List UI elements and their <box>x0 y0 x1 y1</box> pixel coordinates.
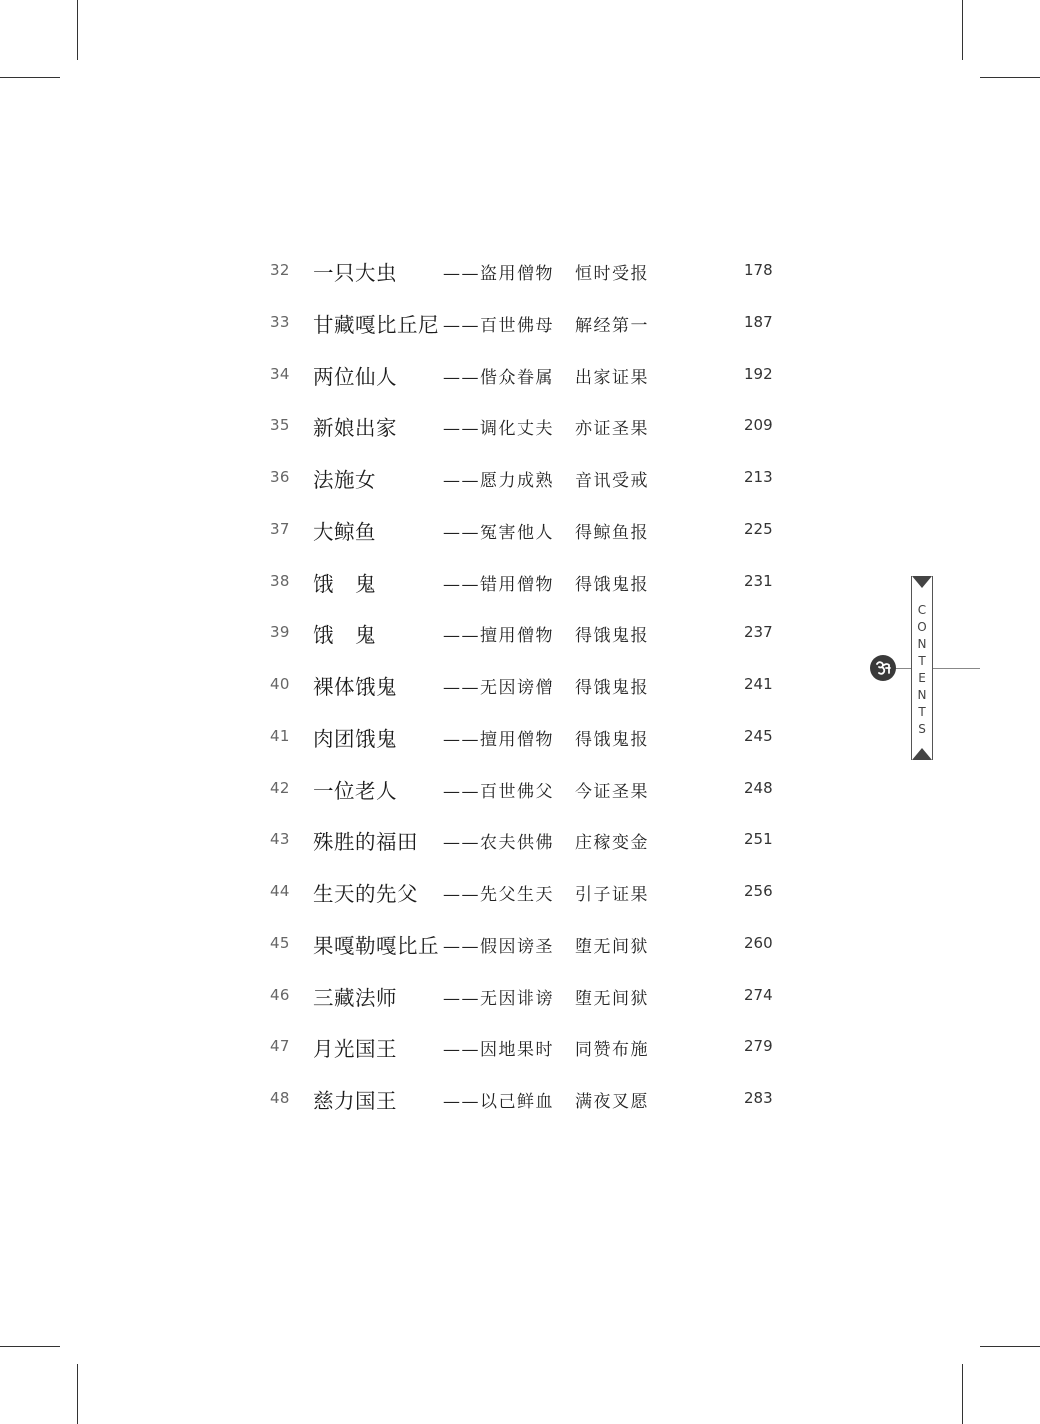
toc-entry-page: 241 <box>744 675 773 693</box>
toc-entry[interactable] <box>0 1021 1040 1073</box>
toc-entry-number: 43 <box>270 830 290 849</box>
toc-entry-subtitle: ——愿力成熟 <box>443 471 554 491</box>
toc-entry-title: 甘藏嘎比丘尼 <box>313 312 439 337</box>
toc-entry-subtitle: ——冤害他人 <box>443 522 554 543</box>
toc-entry-subtitle-2: 得饿鬼报 <box>575 729 649 750</box>
toc-entry[interactable] <box>0 763 1040 815</box>
toc-entry-subtitle-2: 满夜叉愿 <box>575 1092 649 1112</box>
toc-entry-page: 274 <box>744 985 773 1004</box>
toc-entry-page: 187 <box>744 312 773 331</box>
toc-entry-title: 饿 鬼 <box>313 623 376 648</box>
toc-entry-page: 213 <box>744 468 773 486</box>
toc-entry-number: 42 <box>270 778 290 797</box>
crop-mark-top-right-horizontal <box>980 77 1040 78</box>
toc-entry-subtitle: ——无因谤僧 <box>443 678 554 698</box>
toc-entry[interactable] <box>0 970 1040 1022</box>
toc-entry-subtitle: ——偕众眷属 <box>443 367 554 388</box>
toc-entry-subtitle-2: 庄稼变金 <box>575 833 649 854</box>
toc-entry-number: 44 <box>270 882 290 900</box>
toc-entry-page: 251 <box>744 830 773 849</box>
toc-entry-subtitle-2: 亦证圣果 <box>575 419 649 440</box>
toc-entry[interactable] <box>0 711 1040 763</box>
contents-label: C O N T E N T S <box>917 603 927 736</box>
toc-entry-title: 饿 鬼 <box>313 571 376 596</box>
toc-entry[interactable] <box>0 556 1040 608</box>
toc-entry[interactable] <box>0 918 1040 970</box>
toc-entry-subtitle-2: 得饿鬼报 <box>575 678 649 698</box>
toc-entry-page: 256 <box>744 882 773 900</box>
toc-entry-number: 36 <box>270 468 290 486</box>
toc-entry-page: 245 <box>744 726 773 745</box>
toc-entry-subtitle-2: 恒时受报 <box>575 264 649 284</box>
toc-entry-number: 38 <box>270 571 290 590</box>
toc-entry-subtitle-2: 得饿鬼报 <box>575 574 649 595</box>
toc-entry-subtitle: ——无因诽谤 <box>443 988 554 1009</box>
toc-entry-number: 32 <box>270 261 290 279</box>
toc-entry-title: 一位老人 <box>313 778 397 803</box>
toc-entry-subtitle: ——错用僧物 <box>443 574 554 595</box>
toc-entry-subtitle: ——农夫供佛 <box>443 833 554 854</box>
toc-entry-subtitle: ——以己鲜血 <box>443 1092 554 1112</box>
toc-entry-subtitle: ——盗用僧物 <box>443 264 554 284</box>
toc-entry-subtitle: ——擅用僧物 <box>443 729 554 750</box>
toc-entry-number: 48 <box>270 1089 290 1107</box>
crop-mark-top-left-horizontal <box>0 77 60 78</box>
toc-entry-page: 178 <box>744 261 773 279</box>
toc-entry-subtitle-2: 出家证果 <box>575 367 649 388</box>
toc-entry-subtitle: ——调化丈夫 <box>443 419 554 440</box>
toc-entry-number: 39 <box>270 623 290 642</box>
toc-entry[interactable] <box>0 1073 1040 1125</box>
toc-entry-subtitle-2: 引子证果 <box>575 885 649 905</box>
toc-entry-number: 40 <box>270 675 290 693</box>
toc-entry-number: 35 <box>270 416 290 435</box>
toc-entry-page: 237 <box>744 623 773 642</box>
toc-entry[interactable] <box>0 452 1040 504</box>
toc-entry-title: 肉团饿鬼 <box>313 726 397 751</box>
triangle-down-icon <box>912 576 932 588</box>
toc-entry-title: 大鲸鱼 <box>313 519 376 544</box>
toc-entry-page: 279 <box>744 1037 773 1056</box>
toc-entry-title: 月光国王 <box>313 1037 397 1062</box>
toc-entry-subtitle-2: 堕无间狱 <box>575 936 649 957</box>
crop-mark-bottom-right-vertical <box>962 1364 963 1424</box>
toc-entry-subtitle-2: 音讯受戒 <box>575 471 649 491</box>
toc-entry-subtitle: ——百世佛父 <box>443 781 554 802</box>
toc-entry-subtitle: ——因地果时 <box>443 1040 554 1061</box>
toc-entry-number: 46 <box>270 985 290 1004</box>
toc-entry-page: 260 <box>744 933 773 952</box>
toc-entry-page: 248 <box>744 778 773 797</box>
toc-entry-subtitle-2: 得饿鬼报 <box>575 626 649 647</box>
toc-entry-page: 209 <box>744 416 773 435</box>
toc-entry-title: 一只大虫 <box>313 261 397 285</box>
toc-entry[interactable] <box>0 814 1040 866</box>
toc-entry-subtitle: ——假因谤圣 <box>443 936 554 957</box>
toc-entry-number: 37 <box>270 519 290 538</box>
toc-entry-subtitle: ——百世佛母 <box>443 315 554 336</box>
toc-entry-title: 生天的先父 <box>313 882 418 906</box>
toc-entry-page: 225 <box>744 519 773 538</box>
toc-entry[interactable] <box>0 866 1040 918</box>
toc-entry-subtitle-2: 解经第一 <box>575 315 649 336</box>
crop-mark-bottom-left-vertical <box>77 1364 78 1424</box>
toc-entry-number: 34 <box>270 364 290 383</box>
toc-entry-page: 283 <box>744 1089 773 1107</box>
toc-entry-page: 192 <box>744 364 773 383</box>
toc-entry[interactable] <box>0 504 1040 556</box>
toc-entry-subtitle: ——擅用僧物 <box>443 626 554 647</box>
toc-entry-subtitle-2: 今证圣果 <box>575 781 649 802</box>
crop-mark-top-left-vertical <box>77 0 78 60</box>
crop-mark-top-right-vertical <box>962 0 963 60</box>
toc-entry[interactable] <box>0 245 1040 297</box>
toc-entry-title: 两位仙人 <box>313 364 397 389</box>
toc-entry-title: 裸体饿鬼 <box>313 675 397 699</box>
table-of-contents <box>0 245 1040 1125</box>
crop-mark-bottom-left-horizontal <box>0 1346 60 1347</box>
toc-entry-title: 法施女 <box>313 468 376 492</box>
toc-entry-subtitle-2: 堕无间狱 <box>575 988 649 1009</box>
toc-entry[interactable] <box>0 349 1040 401</box>
toc-entry-number: 33 <box>270 312 290 331</box>
toc-entry-title: 慈力国王 <box>313 1089 397 1113</box>
toc-entry[interactable] <box>0 400 1040 452</box>
toc-entry-page: 231 <box>744 571 773 590</box>
toc-entry-title: 殊胜的福田 <box>313 830 418 855</box>
toc-entry-number: 45 <box>270 933 290 952</box>
toc-entry-title: 新娘出家 <box>313 416 397 441</box>
toc-entry-number: 47 <box>270 1037 290 1056</box>
toc-entry-subtitle: ——先父生天 <box>443 885 554 905</box>
triangle-up-icon <box>912 748 932 760</box>
toc-entry[interactable] <box>0 297 1040 349</box>
toc-entry-subtitle-2: 同赞布施 <box>575 1040 649 1061</box>
toc-entry-number: 41 <box>270 726 290 745</box>
toc-entry[interactable] <box>0 607 1040 659</box>
contents-side-tab[interactable] <box>911 576 933 760</box>
tibetan-syllable-icon <box>870 655 896 681</box>
crop-mark-bottom-right-horizontal <box>980 1346 1040 1347</box>
toc-entry-subtitle-2: 得鲸鱼报 <box>575 522 649 543</box>
toc-entry-title: 三藏法师 <box>313 985 397 1010</box>
toc-entry-title: 果嘎勒嘎比丘 <box>313 933 439 958</box>
